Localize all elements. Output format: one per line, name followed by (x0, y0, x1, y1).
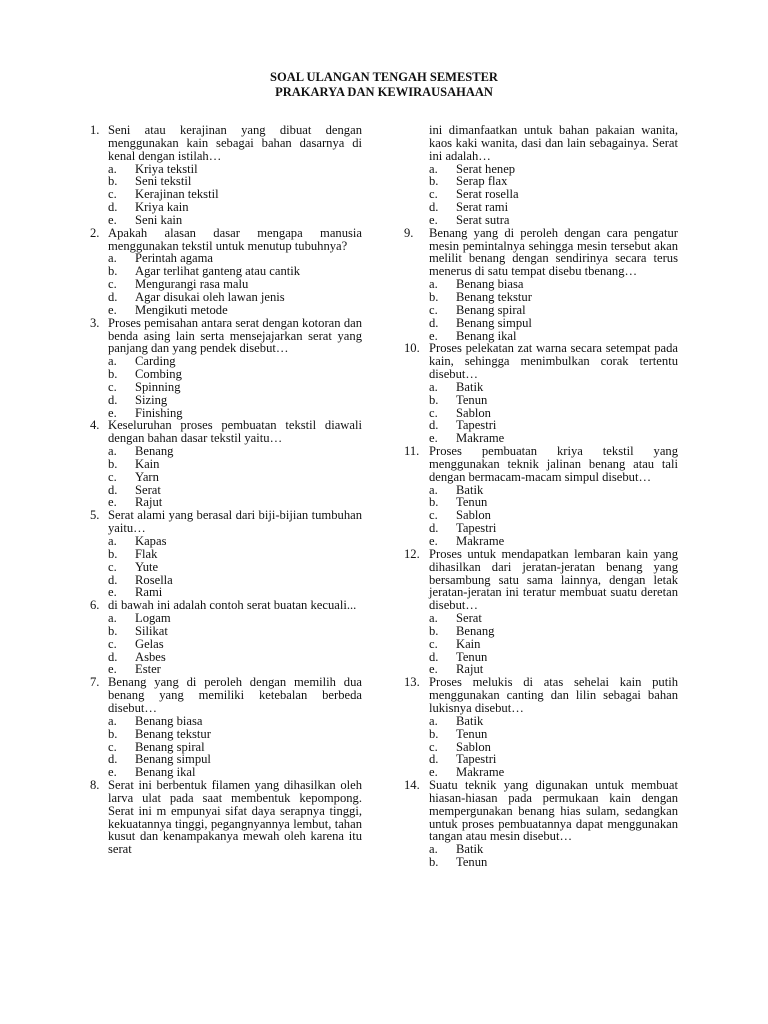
question-text-continuation: ini dimanfaatkan untuk bahan pakaian wanita, kaos kaki wanita, dasi dan lain sebagainya. Serat ini adalah… (429, 123, 678, 163)
option-text: Benang tekstur (135, 726, 211, 741)
option-letter: c. (108, 187, 117, 202)
answer-option (429, 535, 678, 548)
option-letter: c. (108, 379, 117, 394)
question-item (90, 779, 362, 856)
option-text: Benang ikal (135, 765, 196, 780)
option-letter: b. (429, 392, 439, 407)
option-text: Gelas (135, 636, 164, 651)
question-item (90, 676, 362, 779)
option-text: Benang biasa (135, 713, 203, 728)
option-text: Ester (135, 662, 161, 677)
question-item (404, 548, 678, 676)
question-number: 13. (404, 675, 420, 690)
option-letter: c. (108, 636, 117, 651)
option-text: Kain (456, 636, 481, 651)
option-letter: d. (108, 572, 118, 587)
question-text: Proses melukis di atas sehelai kain putih menggunakan canting dan lilin sebagai bahan lukisnya disebut… (429, 675, 678, 715)
option-text: Rajut (456, 662, 484, 677)
question-text: Proses untuk mendapatkan lembaran kain yang dihasilkan dari jeratan-jeratan benang yang bersambung satu sama lainnya, dengan letak jeratan-jeratan ini teratur membuat suatu deretan disebut… (429, 546, 678, 613)
option-letter: c. (108, 277, 117, 292)
question-number: 10. (404, 341, 420, 356)
option-text: Agar terlihat ganteng atau cantik (135, 264, 301, 279)
option-letter: d. (108, 649, 118, 664)
question-item (90, 419, 362, 509)
option-text: Tenun (456, 726, 488, 741)
option-letter: d. (108, 482, 118, 497)
question-number: 6. (90, 598, 100, 613)
question-text: Serat ini berbentuk filamen yang dihasilkan oleh larva ulat pada saat membentuk kepompong. Serat ini m empunyai sifat daya serapnya tinggi, kekuatannya tinggi, pegangnyannya lembut, tahan kusut dan kenampakanya mewah oleh karena itu serat (108, 778, 362, 857)
option-text: Tenun (456, 495, 488, 510)
option-text: Seni kain (135, 212, 183, 227)
question-item (90, 227, 362, 317)
option-text: Benang tekstur (456, 289, 532, 304)
option-letter: e. (429, 534, 438, 548)
option-text: Silikat (135, 623, 168, 638)
question-number: 9. (404, 225, 414, 240)
question-item (90, 317, 362, 420)
option-text: Agar disukai oleh lawan jenis (135, 289, 285, 304)
option-letter: b. (429, 174, 439, 189)
option-letter: c. (429, 739, 438, 754)
question-number: 14. (404, 778, 420, 793)
option-letter: e. (429, 431, 438, 446)
question-text: Proses pelekatan zat warna secara setempat pada kain, sehingga menimbulkan corak tertentu disebut… (429, 341, 678, 382)
option-text: Serat rosella (456, 187, 519, 202)
option-text: Seni tekstil (135, 174, 192, 189)
option-letter: c. (429, 508, 438, 523)
option-letter: d. (429, 649, 439, 664)
option-letter: b. (429, 855, 439, 870)
option-text: Kapas (135, 534, 167, 548)
option-text: Logam (135, 611, 171, 626)
option-text: Benang simpul (456, 315, 532, 330)
question-number: 5. (90, 508, 100, 523)
option-text: Carding (135, 354, 176, 369)
option-text: Batik (456, 482, 484, 497)
option-letter: b. (108, 264, 118, 279)
option-text: Rajut (135, 495, 163, 510)
option-letter: d. (429, 752, 439, 767)
option-letter: d. (108, 200, 118, 215)
question-text: Seni atau kerajinan yang dibuat dengan menggunakan kain sebagai bahan dasarnya di kenal dengan istilah… (108, 123, 362, 163)
option-text: Benang spiral (135, 739, 205, 754)
option-letter: a. (108, 444, 117, 459)
option-letter: c. (429, 302, 438, 317)
option-letter: b. (429, 495, 439, 510)
right-column (404, 124, 678, 869)
option-letter: b. (108, 726, 118, 741)
document-title (0, 70, 768, 100)
option-text: Finishing (135, 405, 183, 420)
option-text: Benang ikal (456, 328, 517, 343)
option-text: Kerajinan tekstil (135, 187, 219, 202)
option-letter: b. (108, 456, 118, 471)
answer-option (108, 304, 362, 317)
title-line-2: PRAKARYA DAN KEWIRAUSAHAAN (275, 85, 493, 99)
option-text: Serat (456, 611, 482, 626)
option-letter: e. (108, 765, 117, 780)
option-text: Tapestri (456, 418, 497, 433)
question-number: 1. (90, 123, 100, 137)
option-text: Benang (456, 623, 495, 638)
option-letter: a. (108, 354, 117, 369)
question-text: Suatu teknik yang digunakan untuk membuat hiasan-hiasan pada permukaan kain dengan mempergunakan benang hias sulam, sedangkan untuk proses pembuatannya dapat menggunakan tangan atau mesin disebut… (429, 778, 678, 844)
option-letter: d. (429, 200, 439, 215)
option-text: Serat henep (456, 161, 516, 176)
option-text: Tapestri (456, 521, 497, 536)
option-text: Sablon (456, 739, 491, 754)
question-item (90, 124, 362, 227)
option-letter: e. (108, 495, 117, 510)
answer-option (108, 214, 362, 227)
question-number: 2. (90, 225, 100, 240)
option-text: Batik (456, 713, 484, 728)
option-letter: b. (108, 623, 118, 638)
question-item (404, 445, 678, 548)
question-item (90, 599, 362, 676)
option-letter: a. (429, 161, 438, 176)
option-text: Perintah agama (135, 251, 213, 266)
option-letter: c. (108, 559, 117, 574)
option-text: Kain (135, 456, 160, 471)
option-letter: e. (108, 585, 117, 600)
option-letter: a. (108, 161, 117, 176)
option-letter: a. (108, 611, 117, 626)
option-text: Serat rami (456, 200, 509, 215)
question-text: Keseluruhan proses pembuatan tekstil diawali dengan bahan dasar tekstil yaitu… (108, 418, 362, 446)
question-number: 4. (90, 418, 100, 433)
answer-option (429, 856, 678, 869)
option-text: Mengikuti metode (135, 302, 228, 317)
option-text: Yute (135, 559, 159, 574)
option-text: Rami (135, 585, 163, 600)
option-text: Batik (456, 842, 484, 857)
option-letter: a. (108, 251, 117, 266)
question-number: 11. (404, 444, 420, 459)
option-letter: b. (108, 367, 118, 382)
option-letter: a. (429, 277, 438, 292)
option-letter: b. (108, 174, 118, 189)
option-letter: e. (108, 662, 117, 677)
question-text: Serat alami yang berasal dari biji-bijian tumbuhan yaitu… (108, 508, 362, 536)
option-letter: e. (429, 765, 438, 780)
question-text: Benang yang di peroleh dengan memilih dua benang yang memiliki ketebalan berbeda disebut… (108, 675, 362, 715)
option-letter: a. (108, 713, 117, 728)
option-text: Serap flax (456, 174, 508, 189)
question-8-continuation (404, 124, 678, 227)
option-letter: c. (429, 187, 438, 202)
option-text: Tenun (456, 855, 488, 870)
option-letter: b. (108, 546, 118, 561)
question-item (404, 676, 678, 779)
question-item (404, 227, 678, 343)
option-letter: d. (108, 392, 118, 407)
option-text: Tapestri (456, 752, 497, 767)
option-letter: d. (108, 289, 118, 304)
option-letter: e. (108, 405, 117, 420)
option-letter: a. (429, 379, 438, 394)
question-text: Benang yang di peroleh dengan cara pengatur mesin pemintalnya sehingga mesin tersebut akan melilit benang dengan sendirinya secara terus menerus di satu tempat disebu tbenang… (429, 225, 678, 279)
question-number: 3. (90, 315, 100, 330)
option-text: Sablon (456, 508, 491, 523)
option-text: Benang simpul (135, 752, 211, 767)
option-letter: d. (429, 315, 439, 330)
option-letter: e. (429, 212, 438, 227)
option-text: Makrame (456, 534, 505, 548)
option-text: Tenun (456, 392, 488, 407)
option-text: Batik (456, 379, 484, 394)
option-letter: a. (429, 713, 438, 728)
question-number: 12. (404, 546, 420, 561)
option-text: Rosella (135, 572, 173, 587)
option-text: Serat (135, 482, 161, 497)
option-text: Asbes (135, 649, 166, 664)
option-letter: c. (108, 469, 117, 484)
left-column (90, 124, 362, 856)
option-letter: b. (429, 623, 439, 638)
option-letter: e. (108, 302, 117, 317)
option-letter: d. (108, 752, 118, 767)
option-text: Benang (135, 444, 174, 459)
title-line-1: SOAL ULANGAN TENGAH SEMESTER (270, 70, 498, 84)
option-text: Tenun (456, 649, 488, 664)
question-text: Proses pemisahan antara serat dengan kotoran dan benda asing lain serta mensejajarkan serat yang panjang dan yang pendek disebut… (108, 315, 362, 356)
option-letter: d. (429, 521, 439, 536)
option-text: Mengurangi rasa malu (135, 277, 249, 292)
option-text: Makrame (456, 431, 505, 446)
option-text: Sablon (456, 405, 491, 420)
option-text: Makrame (456, 765, 505, 780)
option-letter: a. (429, 482, 438, 497)
option-letter: a. (108, 534, 117, 548)
option-letter: b. (429, 289, 439, 304)
option-letter: e. (429, 662, 438, 677)
question-number: 7. (90, 675, 100, 690)
option-text: Spinning (135, 379, 181, 394)
answer-option (429, 214, 678, 227)
option-letter: a. (429, 611, 438, 626)
question-item (404, 779, 678, 869)
option-letter: c. (429, 405, 438, 420)
question-number: 8. (90, 778, 100, 793)
option-letter: c. (429, 636, 438, 651)
option-letter: d. (429, 418, 439, 433)
option-text: Sizing (135, 392, 168, 407)
question-text: di bawah ini adalah contoh serat buatan kecuali... (108, 598, 357, 613)
option-text: Serat sutra (456, 212, 510, 227)
option-text: Kriya tekstil (135, 161, 198, 176)
option-text: Kriya kain (135, 200, 189, 215)
option-letter: a. (429, 842, 438, 857)
option-letter: b. (429, 726, 439, 741)
option-text: Benang spiral (456, 302, 526, 317)
question-text: Proses pembuatan kriya tekstil yang menggunakan teknik jalinan benang atau tali dengan bermacam-macam simpul disebut… (429, 444, 678, 484)
question-item (404, 342, 678, 445)
option-text: Benang biasa (456, 277, 524, 292)
question-item (90, 509, 362, 599)
question-text: Apakah alasan dasar mengapa manusia menggunakan tekstil untuk menutup tubuhnya? (108, 225, 362, 253)
option-letter: e. (108, 212, 117, 227)
option-letter: c. (108, 739, 117, 754)
option-text: Combing (135, 367, 182, 382)
option-text: Flak (135, 546, 158, 561)
option-text: Yarn (135, 469, 159, 484)
option-letter: e. (429, 328, 438, 343)
